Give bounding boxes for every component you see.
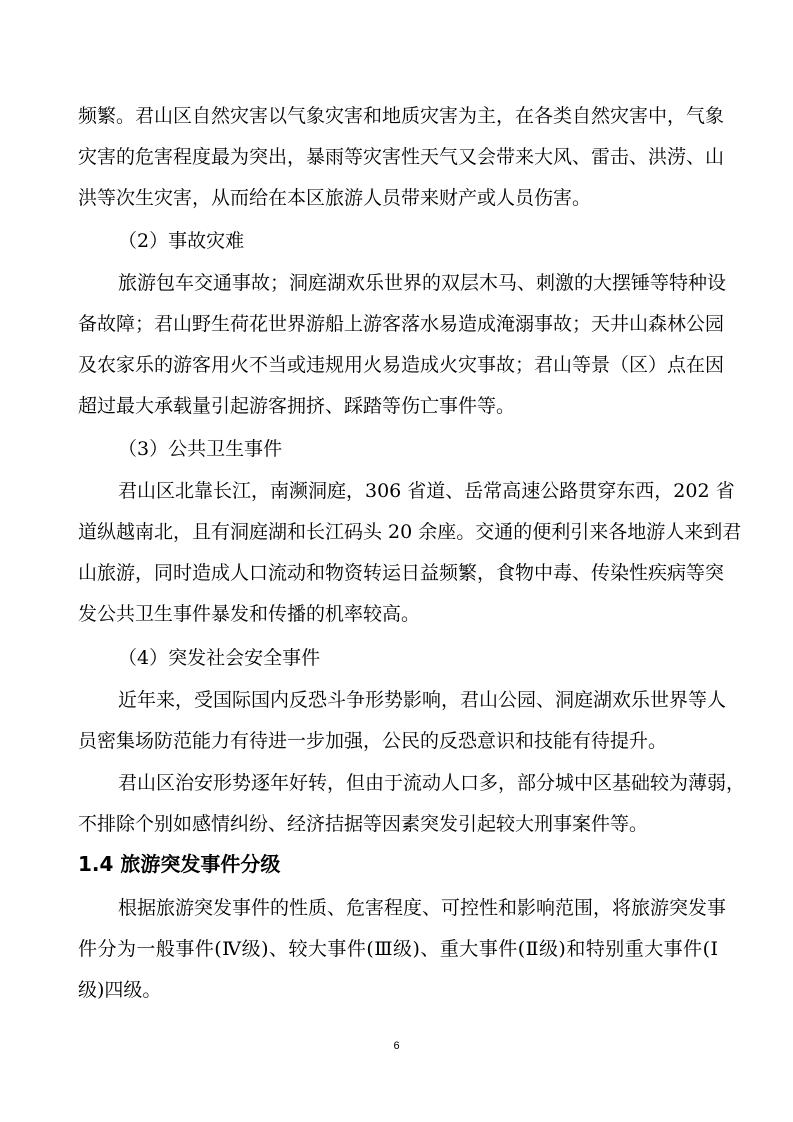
page-number: 6 bbox=[393, 1040, 400, 1052]
paragraph-line: 件分为一般事件(Ⅳ级)、较大事件(Ⅲ级)、重大事件(Ⅱ级)和特别重大事件(Ⅰ bbox=[78, 938, 718, 960]
paragraph-line: 洪等次生灾害，从而给在本区旅游人员带来财产或人员伤害。 bbox=[78, 187, 592, 209]
paragraph-line: 山旅游，同时造成人口流动和物资转运日益频繁，食物中毒、传染性疾病等突 bbox=[78, 562, 725, 584]
paragraph-line: 发公共卫生事件暴发和传播的机率较高。 bbox=[78, 603, 421, 625]
paragraph-line: 君山区北靠长江，南濒洞庭，306 省道、岳常高速公路贯穿东西，202 省 bbox=[118, 480, 735, 502]
paragraph-line: 灾害的危害程度最为突出，暴雨等灾害性天气又会带来大风、雷击、洪涝、山 bbox=[78, 146, 725, 168]
paragraph-line: 及农家乐的游客用火不当或违规用火易造成火灾事故；君山等景（区）点在因 bbox=[78, 354, 725, 376]
paragraph-line: 近年来，受国际国内反恐斗争形势影响，君山公园、洞庭湖欢乐世界等人 bbox=[118, 689, 727, 711]
section-heading: 1.4 旅游突发事件分级 bbox=[78, 852, 281, 876]
paragraph-line: 员密集场防范能力有待进一步加强，公民的反恐意识和技能有待提升。 bbox=[78, 730, 668, 752]
paragraph-line: 道纵越南北，且有洞庭湖和长江码头 20 余座。交通的便利引来各地游人来到君 bbox=[78, 521, 742, 543]
paragraph-line: 频繁。君山区自然灾害以气象灾害和地质灾害为主，在各类自然灾害中，气象 bbox=[78, 105, 725, 127]
paragraph-line: 根据旅游突发事件的性质、危害程度、可控性和影响范围，将旅游突发事 bbox=[118, 897, 727, 919]
paragraph-line: 超过最大承载量引起游客拥挤、踩踏等伤亡事件等。 bbox=[78, 395, 516, 417]
paragraph-line: 不排除个别如感情纠纷、经济拮据等因素突发引起较大刑事案件等。 bbox=[78, 813, 649, 835]
paragraph-line: 备故障；君山野生荷花世界游船上游客落水易造成淹溺事故；天井山森林公园 bbox=[78, 313, 725, 335]
paragraph-line: 君山区治安形势逐年好转，但由于流动人口多，部分城中区基础较为薄弱， bbox=[118, 772, 746, 794]
subsection-heading: （3）公共卫生事件 bbox=[118, 438, 283, 460]
subsection-heading: （2）事故灾难 bbox=[118, 230, 245, 252]
subsection-heading: （4）突发社会安全事件 bbox=[118, 647, 321, 669]
paragraph-line: 旅游包车交通事故；洞庭湖欢乐世界的双层木马、刺激的大摆锤等特种设 bbox=[118, 272, 727, 294]
paragraph-line: 级)四级。 bbox=[78, 979, 162, 1001]
